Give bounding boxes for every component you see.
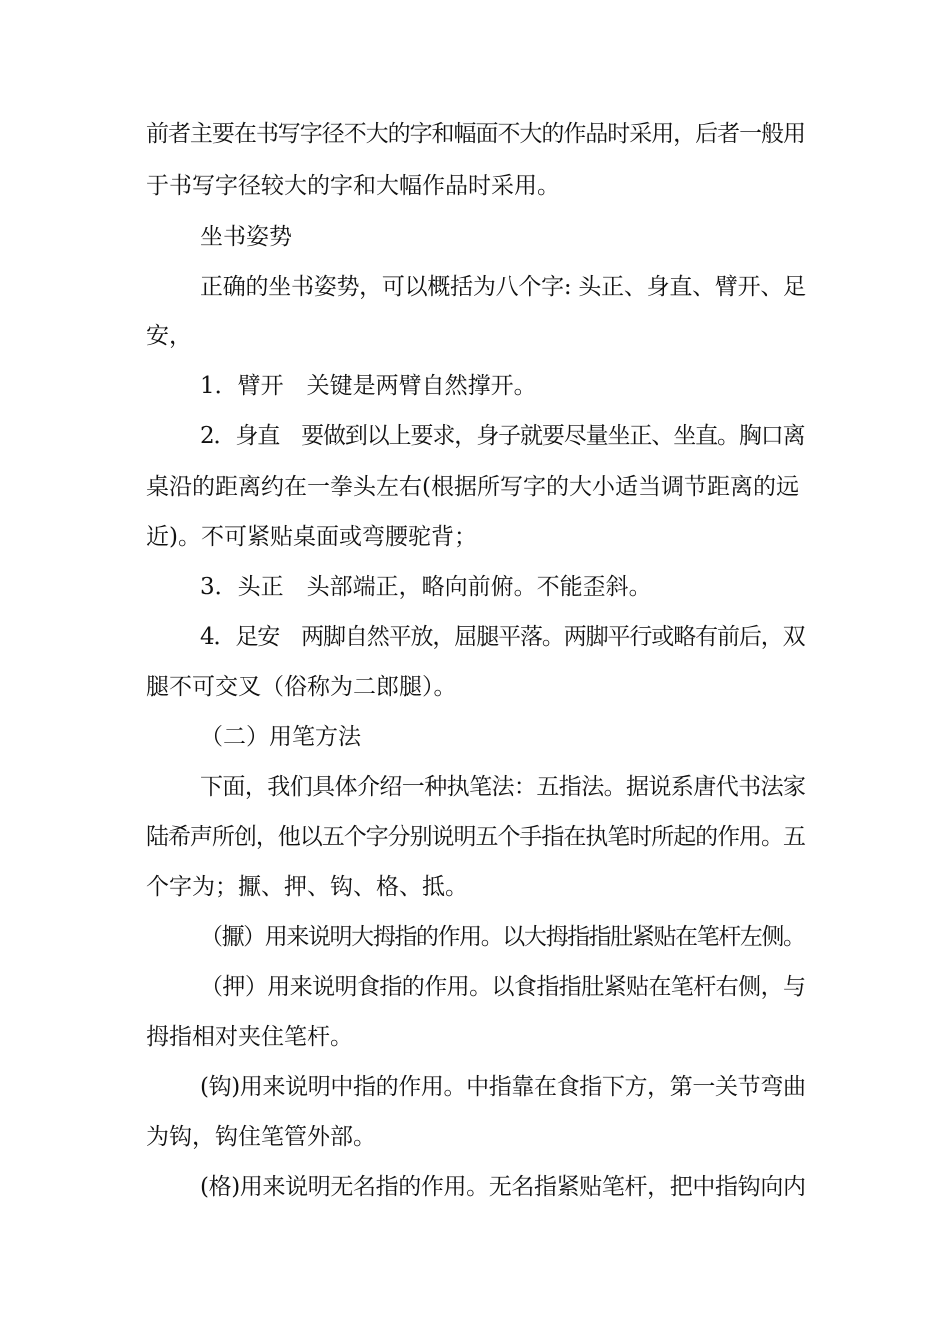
section-heading: 坐书姿势: [200, 224, 292, 250]
text-line: 前者主要在书写字径不大的字和幅面不大的作品时采用，后者一般用: [146, 121, 805, 147]
text-line: 腿不可交叉（俗称为二郎腿）。: [146, 674, 457, 700]
text-line: 陆希声所创，他以五个字分别说明五个手指在执笔时所起的作用。五: [146, 824, 805, 850]
text-line: 为钩，钩住笔管外部。: [146, 1124, 376, 1150]
text-line: 安，: [146, 323, 192, 349]
text-line: 拇指相对夹住笔杆。: [146, 1024, 353, 1050]
text-line: 正确的坐书姿势，可以概括为八个字: 头正、身直、臂开、足: [200, 274, 806, 300]
text-line: 近)。不可紧贴桌面或弯腰驼背；: [146, 524, 477, 550]
list-item: 4．足安 两脚自然平放，屈腿平落。两脚平行或略有前后，双: [200, 624, 805, 650]
section-heading: （二）用笔方法: [200, 724, 361, 750]
list-item: 1．臂开 关键是两臂自然撑开。: [200, 373, 537, 399]
list-item: 2．身直 要做到以上要求，身子就要尽量坐正、坐直。胸口离: [200, 423, 805, 449]
text-line: 于书写字径较大的字和大幅作品时采用。: [146, 173, 560, 199]
text-line: （押）用来说明食指的作用。以食指指肚紧贴在笔杆右侧，与: [200, 974, 806, 1000]
text-line: (钩)用来说明中指的作用。中指靠在食指下方，第一关节弯曲: [200, 1074, 806, 1100]
text-line: 个字为；擫、押、钩、格、抵。: [146, 874, 468, 900]
text-line: 桌沿的距离约在一拳头左右(根据所写字的大小适当调节距离的远: [146, 474, 799, 500]
text-line: 下面，我们具体介绍一种执笔法：五指法。据说系唐代书法家: [200, 774, 806, 800]
text-line: (格)用来说明无名指的作用。无名指紧贴笔杆，把中指钩向内: [200, 1174, 806, 1200]
list-item: 3．头正 头部端正，略向前俯。不能歪斜。: [200, 574, 652, 600]
text-line: （擫）用来说明大拇指的作用。以大拇指指肚紧贴在笔杆左侧。: [200, 924, 805, 950]
